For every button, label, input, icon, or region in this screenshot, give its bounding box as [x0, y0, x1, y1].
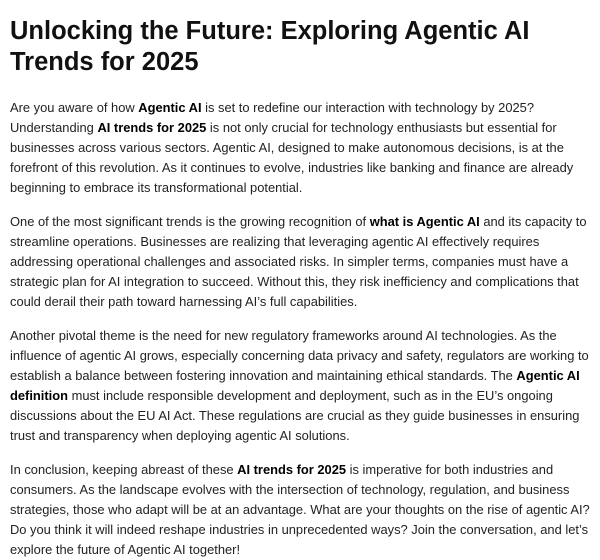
paragraph-text: is imperative for both industries and consumers. As the landscape evolves with the intersection of technology, regulation, and business strategies, those who adapt will be at an advantage. What are your thoughts on the rise of agentic AI? Do you think it will indeed reshape industries in unprecedented ways? Join the conversation, and let’s explore the future of Agentic AI together! — [10, 462, 590, 557]
paragraph-text: and its capacity to streamline operations. Businesses are realizing that leveraging agentic AI effectively requires addressing operational challenges and associated risks. In simpler terms, companies must have a strategic plan for AI integration to succeed. Without this, they risk inefficiency and complications that could derail their path toward harnessing AI’s full capabilities. — [10, 214, 587, 309]
paragraph-regulation — [10, 326, 592, 446]
paragraph-text: Another pivotal theme is the need for new regulatory frameworks around AI technologies. As the influence of agentic AI grows, especially concerning data privacy and safety, regulators are working to establish a balance between fostering innovation and maintaining ethical standards. The — [10, 328, 589, 383]
keyword-ai-trends-2025: AI trends for 2025 — [97, 120, 207, 135]
keyword-agentic-ai: Agentic AI — [138, 100, 202, 115]
paragraph-text: is set to redefine our interaction with technology by 2025? Understanding — [10, 100, 535, 135]
paragraph-text: must include responsible development and deployment, such as in the EU’s ongoing discussions about the EU AI Act. These regulations are crucial as they guide businesses in ensuring trust and transparency when deploying agentic AI solutions. — [10, 388, 580, 443]
paragraph-text: In conclusion, keeping abreast of these — [10, 462, 238, 477]
paragraph-text: is not only crucial for technology enthusiasts but essential for businesses across various sectors. Agentic AI, designed to make autonomous decisions, is at the forefront of this revolution. As it continues to evolve, industries like banking and finance are already beginning to embrace its transformational potential. — [10, 120, 574, 195]
paragraph-trends — [10, 212, 592, 312]
article-title: Unlocking the Future: Exploring Agentic AI Trends for 2025 — [10, 17, 530, 76]
paragraph-text: Are you aware of how — [10, 100, 139, 115]
keyword-ai-trends-2025: AI trends for 2025 — [237, 462, 347, 477]
keyword-what-is-agentic-ai: what is Agentic AI — [369, 214, 480, 229]
paragraph-intro — [10, 98, 592, 198]
keyword-agentic-ai-definition: Agentic AI definition — [10, 368, 580, 403]
paragraph-conclusion — [10, 460, 592, 560]
paragraph-text: One of the most significant trends is the growing recognition of — [10, 214, 370, 229]
